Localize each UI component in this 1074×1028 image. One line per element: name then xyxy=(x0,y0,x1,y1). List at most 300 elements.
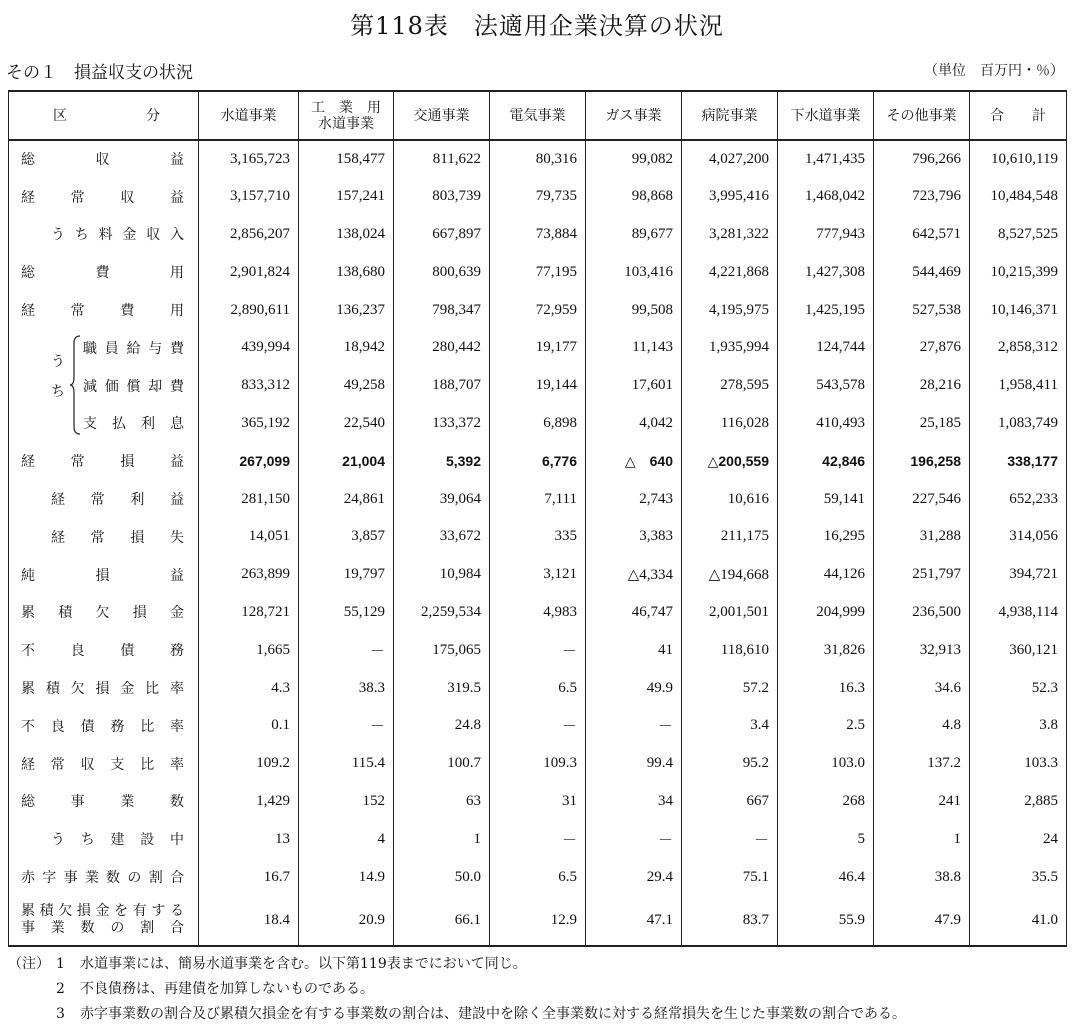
row-label-cell xyxy=(9,480,199,518)
table-cell: 667,897 xyxy=(394,216,490,254)
row-label-char: 良 xyxy=(70,643,85,660)
row-label-char: 常 xyxy=(70,454,85,471)
row-label xyxy=(21,565,184,585)
row-label-char: を xyxy=(114,903,129,920)
row-label-cell xyxy=(9,745,199,783)
table-cell: 47.1 xyxy=(586,896,682,946)
table-cell: 133,372 xyxy=(394,405,490,443)
table-cell: 3,165,723 xyxy=(199,140,299,178)
table-cell: 6,898 xyxy=(490,405,586,443)
uchi-char: う xyxy=(51,353,65,370)
table-cell: 16,295 xyxy=(778,518,874,556)
table-cell: 642,571 xyxy=(874,216,970,254)
row-label-char: 積 xyxy=(39,903,54,920)
row-label-char: 比 xyxy=(140,756,155,773)
table-cell: 3,157,710 xyxy=(199,178,299,216)
table-cell: 109.2 xyxy=(199,745,299,783)
table-cell: 2,259,534 xyxy=(394,594,490,632)
table-cell: 22,540 xyxy=(299,405,394,443)
row-label-char: 務 xyxy=(110,718,125,735)
table-cell: 800,639 xyxy=(394,253,490,291)
row-label-cell xyxy=(9,518,199,556)
table-cell: 52.3 xyxy=(970,669,1067,707)
table-cell: 410,493 xyxy=(778,405,874,443)
table-row xyxy=(9,291,1067,329)
table-row xyxy=(9,367,1067,405)
row-label-char: 合 xyxy=(169,920,184,937)
table-cell: 57.2 xyxy=(682,669,778,707)
row-label-char: 良 xyxy=(50,718,65,735)
table-cell: 73,884 xyxy=(490,216,586,254)
table-cell: 16.7 xyxy=(199,858,299,896)
table-cell: 77,195 xyxy=(490,253,586,291)
row-label-char: の xyxy=(127,870,142,887)
row-label-char: 金 xyxy=(120,681,135,698)
table-cell: 72,959 xyxy=(490,291,586,329)
table-cell: 204,999 xyxy=(778,594,874,632)
table-cell: 2,885 xyxy=(970,783,1067,821)
row-label xyxy=(83,338,184,358)
table-cell: － xyxy=(299,707,394,745)
row-label-char: 比 xyxy=(140,718,155,735)
table-cell: 1 xyxy=(874,820,970,858)
column-header-line: 水道事業 xyxy=(220,107,277,124)
table-cell: 667 xyxy=(682,783,778,821)
table-cell: 652,233 xyxy=(970,480,1067,518)
table-cell: － xyxy=(586,820,682,858)
row-label-char: 比 xyxy=(145,681,160,698)
table-cell: 24 xyxy=(970,820,1067,858)
table-cell: 4,938,114 xyxy=(970,594,1067,632)
table-cell: 42,846 xyxy=(778,442,874,480)
row-label-char: 欠 xyxy=(58,903,73,920)
row-label-cell xyxy=(9,291,199,329)
row-label-char: 建 xyxy=(110,832,125,849)
table-cell: 1,427,308 xyxy=(778,253,874,291)
table-cell: 13 xyxy=(199,820,299,858)
row-label-char: す xyxy=(151,903,166,920)
table-cell: 63 xyxy=(394,783,490,821)
table-cell: 103,416 xyxy=(586,253,682,291)
row-label-char: る xyxy=(170,903,184,920)
table-cell: 27,876 xyxy=(874,329,970,367)
row-label xyxy=(21,262,184,282)
table-cell: 338,177 xyxy=(970,442,1067,480)
table-row xyxy=(9,329,1067,367)
row-label-char: 数 xyxy=(106,870,121,887)
table-cell: 527,538 xyxy=(874,291,970,329)
table-cell: 2,858,312 xyxy=(970,329,1067,367)
uchi-char: ち xyxy=(51,383,65,400)
table-row xyxy=(9,896,1067,946)
table-cell: 25,185 xyxy=(874,405,970,443)
table-cell: 14,051 xyxy=(199,518,299,556)
row-label-char: 収 xyxy=(95,152,110,169)
table-cell: 152 xyxy=(299,783,394,821)
note-tag: （注） xyxy=(8,956,50,972)
row-label-char: 益 xyxy=(169,492,184,509)
table-cell: 20.9 xyxy=(299,896,394,946)
table-cell: 1,958,411 xyxy=(970,367,1067,405)
row-label xyxy=(21,640,184,660)
table-cell: 439,994 xyxy=(199,329,299,367)
table-cell: 19,797 xyxy=(299,556,394,594)
table-cell: 118,610 xyxy=(682,631,778,669)
table-cell: 44,126 xyxy=(778,556,874,594)
row-label-char: 益 xyxy=(169,189,184,206)
table-cell: 2,901,824 xyxy=(199,253,299,291)
table-cell: 55.9 xyxy=(778,896,874,946)
header-category-a: 区 xyxy=(53,107,67,124)
row-label-char: 価 xyxy=(104,378,119,395)
row-label-char: 益 xyxy=(170,152,184,169)
table-cell: △4,334 xyxy=(586,556,682,594)
table-cell: 19,177 xyxy=(490,329,586,367)
row-label xyxy=(21,602,184,622)
table-cell: 38.3 xyxy=(299,669,394,707)
table-cell: 1,665 xyxy=(199,631,299,669)
table-cell: 6,776 xyxy=(490,442,586,480)
row-label-char: 収 xyxy=(80,756,95,773)
table-cell: 99,508 xyxy=(586,291,682,329)
row-label-char: 支 xyxy=(110,756,125,773)
table-cell: 35.5 xyxy=(970,858,1067,896)
row-label xyxy=(21,903,184,920)
row-label-char: 損 xyxy=(95,681,110,698)
table-cell: 2,856,207 xyxy=(199,216,299,254)
table-cell: 158,477 xyxy=(299,140,394,178)
table-cell: 251,797 xyxy=(874,556,970,594)
table-cell: 109.3 xyxy=(490,745,586,783)
table-cell: 24.8 xyxy=(394,707,490,745)
column-header-line: 水道事業 xyxy=(318,115,374,132)
row-label-cell xyxy=(9,367,199,405)
row-label xyxy=(21,678,184,698)
table-row xyxy=(9,631,1067,669)
table-cell: 124,744 xyxy=(778,329,874,367)
row-label-char: 収 xyxy=(120,189,135,206)
row-label xyxy=(21,187,184,207)
table-cell: 138,680 xyxy=(299,253,394,291)
row-label-char: 総 xyxy=(21,152,35,169)
row-label-cell xyxy=(9,594,199,632)
table-row xyxy=(9,783,1067,821)
table-cell: 10,616 xyxy=(682,480,778,518)
table-cell: 17,601 xyxy=(586,367,682,405)
row-label-cell xyxy=(9,253,199,291)
table-cell: 41 xyxy=(586,631,682,669)
table-cell: 128,721 xyxy=(199,594,299,632)
table-cell: 138,024 xyxy=(299,216,394,254)
column-header xyxy=(874,91,970,140)
table-cell: 188,707 xyxy=(394,367,490,405)
row-label-char: 常 xyxy=(70,303,85,320)
row-label-char: 積 xyxy=(45,681,60,698)
row-label-char: 払 xyxy=(112,416,126,433)
table-cell: 34 xyxy=(586,783,682,821)
table-cell: 50.0 xyxy=(394,858,490,896)
table-cell: 49,258 xyxy=(299,367,394,405)
column-header xyxy=(778,91,874,140)
header-category-b: 分 xyxy=(146,107,160,124)
row-label xyxy=(21,149,184,169)
table-cell: － xyxy=(682,820,778,858)
table-cell: 2,743 xyxy=(586,480,682,518)
row-label-cell xyxy=(9,329,199,400)
column-header-line: 交通事業 xyxy=(413,107,470,124)
row-label-cell xyxy=(9,556,199,594)
row-label-char: 経 xyxy=(21,454,35,471)
row-label-cell xyxy=(9,820,199,858)
table-cell: 31,826 xyxy=(778,631,874,669)
table-cell: 3,121 xyxy=(490,556,586,594)
row-label xyxy=(51,829,184,849)
row-label-char: 業 xyxy=(50,920,65,937)
table-cell: 1,935,994 xyxy=(682,329,778,367)
table-cell: 137.2 xyxy=(874,745,970,783)
table-cell: 66.1 xyxy=(394,896,490,946)
note-item xyxy=(8,952,906,977)
table-cell: 833,312 xyxy=(199,367,299,405)
table-row xyxy=(9,669,1067,707)
row-label-char: 金 xyxy=(122,227,137,244)
row-label-cell xyxy=(9,896,199,946)
row-label-char: 累 xyxy=(21,605,35,622)
row-label-char: 不 xyxy=(21,643,35,660)
table-cell: 4,983 xyxy=(490,594,586,632)
row-label-char: 業 xyxy=(84,870,99,887)
table-cell: 21,004 xyxy=(299,442,394,480)
column-header-line: 工 業 用 xyxy=(311,99,381,116)
table-cell: 1,429 xyxy=(199,783,299,821)
table-cell: 211,175 xyxy=(682,518,778,556)
table-cell: 394,721 xyxy=(970,556,1067,594)
table-cell: 0.1 xyxy=(199,707,299,745)
table-cell: 7,111 xyxy=(490,480,586,518)
row-label-char: 費 xyxy=(120,303,135,320)
row-label-char: 割 xyxy=(148,870,163,887)
row-label-char: 費 xyxy=(170,340,184,357)
row-label-char: 務 xyxy=(169,643,184,660)
table-cell: 98,868 xyxy=(586,178,682,216)
table-cell: 5 xyxy=(778,820,874,858)
row-label-cell xyxy=(9,216,199,254)
row-label xyxy=(51,224,184,244)
table-cell: 175,065 xyxy=(394,631,490,669)
table-cell: 314,056 xyxy=(970,518,1067,556)
table-cell: 798,347 xyxy=(394,291,490,329)
table-row xyxy=(9,556,1067,594)
column-header-line: 下水道事業 xyxy=(790,107,861,124)
row-label xyxy=(21,791,184,811)
table-cell: 115.4 xyxy=(299,745,394,783)
table-cell: 723,796 xyxy=(874,178,970,216)
table-cell: 3,383 xyxy=(586,518,682,556)
table-cell: 89,677 xyxy=(586,216,682,254)
row-label-char: 業 xyxy=(120,794,135,811)
row-label-char: の xyxy=(110,920,125,937)
row-label xyxy=(21,867,184,887)
row-label xyxy=(21,451,184,471)
row-label-char: 債 xyxy=(80,718,95,735)
table-cell: 3.4 xyxy=(682,707,778,745)
row-label-char: 損 xyxy=(120,454,135,471)
row-label-char: 入 xyxy=(169,227,184,244)
row-label-cell xyxy=(9,442,199,480)
row-label-cell xyxy=(9,669,199,707)
table-cell: 543,578 xyxy=(778,367,874,405)
table-cell: 365,192 xyxy=(199,405,299,443)
row-label-char: 職 xyxy=(83,340,97,357)
table-cell: 4 xyxy=(299,820,394,858)
row-label-char: 率 xyxy=(169,718,184,735)
table-cell: 319.5 xyxy=(394,669,490,707)
row-label xyxy=(21,300,184,320)
row-label-cell xyxy=(9,405,199,443)
row-label-char: 損 xyxy=(132,605,147,622)
table-cell: △194,668 xyxy=(682,556,778,594)
table-cell: 4,195,975 xyxy=(682,291,778,329)
table-cell: 267,099 xyxy=(199,442,299,480)
table-cell: 12.9 xyxy=(490,896,586,946)
row-label-char: 費 xyxy=(170,378,184,395)
row-label-char: 料 xyxy=(98,227,113,244)
row-label-char: 費 xyxy=(95,265,110,282)
table-cell: 4,221,868 xyxy=(682,253,778,291)
table-row xyxy=(9,707,1067,745)
table-cell: 335 xyxy=(490,518,586,556)
column-header-line: 病院事業 xyxy=(701,107,758,124)
table-cell: 796,266 xyxy=(874,140,970,178)
table-cell: 31 xyxy=(490,783,586,821)
row-label-char: 経 xyxy=(51,529,65,546)
row-label xyxy=(51,489,184,509)
table-cell: 236,500 xyxy=(874,594,970,632)
table-row xyxy=(9,858,1067,896)
table-cell: 38.8 xyxy=(874,858,970,896)
column-header xyxy=(970,91,1067,140)
table-cell: 29.4 xyxy=(586,858,682,896)
header-row xyxy=(9,91,1067,140)
table-cell: 99,082 xyxy=(586,140,682,178)
table-row xyxy=(9,745,1067,783)
table-cell: 80,316 xyxy=(490,140,586,178)
row-label-char: 合 xyxy=(169,870,184,887)
row-label-char: 金 xyxy=(170,605,184,622)
header-category xyxy=(9,91,199,140)
row-label-char: 中 xyxy=(170,832,184,849)
row-label xyxy=(21,716,184,736)
row-label-char: 与 xyxy=(148,340,163,357)
table-cell: 1 xyxy=(394,820,490,858)
table-cell: 5,392 xyxy=(394,442,490,480)
row-label-char: 支 xyxy=(83,416,97,433)
table-cell: 2,001,501 xyxy=(682,594,778,632)
row-label-char: 事 xyxy=(63,870,78,887)
table-cell: 49.9 xyxy=(586,669,682,707)
row-label-char: 息 xyxy=(170,416,184,433)
row-label-char: 割 xyxy=(140,920,155,937)
row-label-char: 常 xyxy=(50,756,65,773)
row-label-cell xyxy=(9,707,199,745)
row-label-cell xyxy=(9,858,199,896)
row-label-char: 累 xyxy=(21,681,35,698)
notes xyxy=(8,952,906,1027)
row-label-char: う xyxy=(51,832,65,849)
table-cell: 1,471,435 xyxy=(778,140,874,178)
table-cell: 32,913 xyxy=(874,631,970,669)
table-cell: 4,042 xyxy=(586,405,682,443)
note-tag xyxy=(8,977,56,1002)
note-text: 水道事業には、簡易水道事業を含む。以下第119表までにおいて同じ。 xyxy=(80,956,527,972)
row-label-char: 有 xyxy=(132,903,147,920)
table-cell: 24,861 xyxy=(299,480,394,518)
row-label-char: 給 xyxy=(126,340,141,357)
table-cell: 28,216 xyxy=(874,367,970,405)
row-label-char: 経 xyxy=(21,189,35,206)
table-cell: 46,747 xyxy=(586,594,682,632)
table-cell: 18.4 xyxy=(199,896,299,946)
row-label-char: 利 xyxy=(141,416,155,433)
table-cell: 55,129 xyxy=(299,594,394,632)
column-header xyxy=(199,91,299,140)
note-item xyxy=(8,977,906,1002)
table-cell: 544,469 xyxy=(874,253,970,291)
row-label-char: 金 xyxy=(95,903,110,920)
table-cell: △ 640 xyxy=(586,442,682,480)
row-label-char: 総 xyxy=(21,265,35,282)
table-cell: 34.6 xyxy=(874,669,970,707)
table-cell: 3,995,416 xyxy=(682,178,778,216)
row-label-char: 赤 xyxy=(21,870,35,887)
table-cell: 103.3 xyxy=(970,745,1067,783)
row-label-char: 累 xyxy=(21,903,35,920)
row-label-char: ち xyxy=(80,832,95,849)
table-cell: － xyxy=(586,707,682,745)
row-label-cell xyxy=(9,783,199,821)
table-row xyxy=(9,140,1067,178)
row-label-char: 数 xyxy=(80,920,95,937)
note-number: 3 xyxy=(56,1006,65,1022)
table-cell: 360,121 xyxy=(970,631,1067,669)
row-label-cell xyxy=(9,178,199,216)
table-cell: 31,288 xyxy=(874,518,970,556)
row-label-char: ち xyxy=(74,227,89,244)
financial-results-table xyxy=(8,90,1067,947)
row-label-char: 事 xyxy=(70,794,85,811)
row-label-char: 設 xyxy=(140,832,155,849)
table-cell: 99.4 xyxy=(586,745,682,783)
table-cell: 6.5 xyxy=(490,669,586,707)
table-cell: 39,064 xyxy=(394,480,490,518)
row-label xyxy=(21,920,184,937)
table-cell: 281,150 xyxy=(199,480,299,518)
row-label-char: 事 xyxy=(21,920,35,937)
row-label-char: 純 xyxy=(21,567,35,584)
row-label-char: 用 xyxy=(170,265,184,282)
note-item xyxy=(8,1002,906,1027)
row-label-char: 償 xyxy=(126,378,141,395)
column-header-line: 合 計 xyxy=(990,107,1046,124)
table-cell: 6.5 xyxy=(490,858,586,896)
table-cell: 19,144 xyxy=(490,367,586,405)
row-label-cell xyxy=(9,140,199,178)
table-cell: － xyxy=(490,707,586,745)
column-header xyxy=(394,91,490,140)
column-header xyxy=(299,91,394,140)
column-header xyxy=(490,91,586,140)
table-cell: 41.0 xyxy=(970,896,1067,946)
